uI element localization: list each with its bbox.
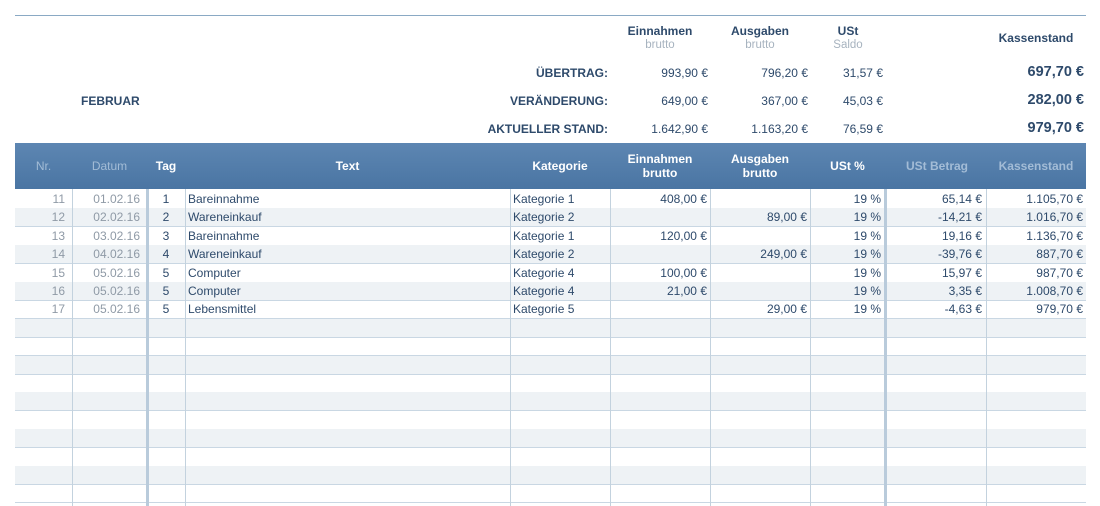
- cell-datum[interactable]: 04.02.16: [93, 247, 140, 262]
- cell-kategorie[interactable]: Kategorie 4: [513, 265, 575, 280]
- cell-ust-pct[interactable]: 19 %: [853, 192, 881, 206]
- cell-ust-pct[interactable]: 19 %: [853, 247, 881, 262]
- cell-text[interactable]: Computer: [188, 284, 241, 298]
- cell-nr[interactable]: 15: [51, 265, 65, 280]
- summary-income-value: 1.642,90 €: [651, 122, 708, 136]
- grid-line: [510, 189, 511, 506]
- empty-table-row[interactable]: [15, 319, 1086, 338]
- cell-ust-pct[interactable]: 19 %: [853, 265, 881, 280]
- cell-kategorie[interactable]: Kategorie 2: [513, 247, 575, 262]
- summary-vat-value: 31,57 €: [842, 66, 883, 80]
- empty-table-row[interactable]: [15, 337, 1086, 356]
- cell-nr[interactable]: 14: [51, 247, 65, 262]
- cell-ust-betrag[interactable]: -14,21 €: [937, 210, 982, 225]
- grid-line: [986, 189, 987, 506]
- cell-tag[interactable]: 1: [162, 192, 170, 206]
- cell-nr[interactable]: 17: [51, 302, 65, 317]
- grid-line: [710, 189, 711, 506]
- cell-datum[interactable]: 01.02.16: [93, 192, 140, 206]
- table-header: [15, 143, 1086, 189]
- summary-balance-value: 697,70 €: [1027, 64, 1084, 80]
- summary-expense-value: 1.163,20 €: [751, 122, 808, 136]
- summary-row-label: VERÄNDERUNG:: [509, 94, 608, 108]
- table-row[interactable]: [15, 282, 1086, 301]
- top-rule: [15, 15, 1086, 16]
- summary-row-label: ÜBERTRAG:: [536, 66, 608, 80]
- cell-tag[interactable]: 3: [162, 228, 170, 243]
- column-header-tag[interactable]: Tag: [155, 159, 177, 173]
- summary-head-vat-sub: Saldo: [833, 39, 863, 51]
- empty-table-row[interactable]: [15, 466, 1086, 485]
- summary-balance-value: 979,70 €: [1027, 120, 1084, 136]
- summary-head-income-title: Einnahmen: [627, 24, 693, 38]
- cell-datum[interactable]: 05.02.16: [93, 265, 140, 280]
- cell-kassenstand[interactable]: 979,70 €: [1036, 302, 1083, 317]
- column-header-income-line1: Einnahmen: [627, 152, 693, 166]
- summary-head-balance-title: Kassenstand: [998, 31, 1074, 45]
- cell-text[interactable]: Bareinnahme: [188, 192, 260, 206]
- column-header-expense-line2: brutto: [742, 166, 778, 180]
- cell-ust-betrag[interactable]: 65,14 €: [941, 192, 982, 206]
- cell-expense[interactable]: [710, 190, 807, 208]
- grid-line: [72, 189, 73, 506]
- cell-kassenstand[interactable]: 1.136,70 €: [1026, 228, 1083, 243]
- column-header-kategorie[interactable]: Kategorie: [532, 159, 588, 173]
- cell-income[interactable]: 100,00 €: [660, 265, 707, 280]
- cell-ust-pct[interactable]: 19 %: [853, 284, 881, 298]
- cell-text[interactable]: Wareneinkauf: [188, 210, 262, 225]
- cell-kassenstand[interactable]: 1.016,70 €: [1026, 210, 1083, 225]
- summary-head-balance: [986, 31, 1086, 45]
- cell-nr[interactable]: 13: [51, 228, 65, 243]
- summary-expense-value: 367,00 €: [761, 94, 808, 108]
- table-row[interactable]: [15, 208, 1086, 227]
- cell-expense[interactable]: [710, 227, 807, 245]
- cell-text[interactable]: Lebensmittel: [188, 302, 257, 317]
- table-row[interactable]: [15, 245, 1086, 264]
- cell-tag[interactable]: 5: [162, 265, 170, 280]
- column-header-text[interactable]: Text: [335, 159, 360, 173]
- summary-income-value: 649,00 €: [661, 94, 708, 108]
- summary-head-expense-sub: brutto: [745, 39, 775, 51]
- cell-kassenstand[interactable]: 887,70 €: [1036, 247, 1083, 262]
- empty-table-row[interactable]: [15, 484, 1086, 503]
- empty-table-row[interactable]: [15, 448, 1086, 467]
- cell-income[interactable]: 21,00 €: [666, 284, 707, 298]
- cell-nr[interactable]: 12: [51, 210, 65, 225]
- table-row[interactable]: [15, 264, 1086, 283]
- cell-datum[interactable]: 02.02.16: [93, 210, 140, 225]
- column-header-kassenstand[interactable]: Kassenstand: [998, 159, 1074, 173]
- cell-ust-pct[interactable]: 19 %: [853, 228, 881, 243]
- cell-ust-pct[interactable]: 19 %: [853, 210, 881, 225]
- summary-balance-value: 282,00 €: [1027, 92, 1084, 108]
- month-label: FEBRUAR: [81, 94, 140, 108]
- summary-expense-value: 796,20 €: [761, 66, 808, 80]
- cell-income[interactable]: [610, 300, 707, 318]
- empty-table-row[interactable]: [15, 411, 1086, 430]
- table-row[interactable]: [15, 300, 1086, 319]
- cell-text[interactable]: Wareneinkauf: [188, 247, 262, 262]
- cell-expense[interactable]: [710, 264, 807, 282]
- cell-tag[interactable]: 2: [162, 210, 170, 225]
- cell-income[interactable]: [610, 245, 707, 263]
- cell-datum[interactable]: 05.02.16: [93, 302, 140, 317]
- column-header-expense-line1: Ausgaben: [730, 152, 789, 166]
- cell-kassenstand[interactable]: 1.105,70 €: [1026, 192, 1083, 206]
- cell-kassenstand[interactable]: 987,70 €: [1036, 265, 1083, 280]
- column-header-datum[interactable]: Datum: [91, 159, 128, 173]
- cell-kategorie[interactable]: Kategorie 1: [513, 192, 575, 206]
- cell-ust-pct[interactable]: 19 %: [853, 302, 881, 317]
- grid-line: [185, 189, 186, 506]
- column-header-ust-pct[interactable]: USt %: [830, 159, 865, 173]
- cell-kategorie[interactable]: Kategorie 4: [513, 284, 575, 298]
- column-header-nr[interactable]: Nr.: [35, 159, 52, 173]
- cell-income[interactable]: 408,00 €: [660, 192, 707, 206]
- summary-head-expense-title: Ausgaben: [730, 24, 789, 38]
- cell-kategorie[interactable]: Kategorie 5: [513, 302, 575, 317]
- cell-expense[interactable]: [710, 282, 807, 300]
- summary-head-vat-title: USt: [837, 24, 859, 38]
- cell-nr[interactable]: 16: [51, 284, 65, 298]
- cell-tag[interactable]: 4: [162, 247, 170, 262]
- cell-ust-betrag[interactable]: 3,35 €: [948, 284, 982, 298]
- summary-head-income-sub: brutto: [645, 39, 675, 51]
- empty-table-row[interactable]: [15, 429, 1086, 448]
- summary-vat-value: 45,03 €: [842, 94, 883, 108]
- summary-head-income: [612, 24, 708, 51]
- empty-table-row[interactable]: [15, 356, 1086, 375]
- cell-datum[interactable]: 03.02.16: [93, 228, 140, 243]
- empty-table-row[interactable]: [15, 392, 1086, 411]
- cell-tag[interactable]: 5: [162, 302, 170, 317]
- cell-expense[interactable]: 249,00 €: [760, 247, 807, 262]
- summary-row-label: AKTUELLER STAND:: [487, 122, 608, 136]
- grid-line: [884, 189, 887, 506]
- cell-kassenstand[interactable]: 1.008,70 €: [1026, 284, 1083, 298]
- cell-expense[interactable]: 89,00 €: [766, 210, 807, 225]
- cell-kategorie[interactable]: Kategorie 1: [513, 228, 575, 243]
- cell-datum[interactable]: 05.02.16: [93, 284, 140, 298]
- summary-vat-value: 76,59 €: [842, 122, 883, 136]
- table-row[interactable]: [15, 227, 1086, 246]
- cell-expense[interactable]: 29,00 €: [766, 302, 807, 317]
- summary-income-value: 993,90 €: [661, 66, 708, 80]
- cell-kategorie[interactable]: Kategorie 2: [513, 210, 575, 225]
- table-row[interactable]: [15, 190, 1086, 209]
- summary-head-vat: [812, 24, 884, 51]
- cell-tag[interactable]: 5: [162, 284, 170, 298]
- cell-ust-betrag[interactable]: 19,16 €: [941, 228, 982, 243]
- empty-table-row[interactable]: [15, 374, 1086, 393]
- cell-income[interactable]: [610, 208, 707, 226]
- cell-nr[interactable]: 11: [52, 192, 65, 206]
- column-header-expense[interactable]: [710, 143, 810, 189]
- column-header-ust-betrag[interactable]: USt Betrag: [905, 159, 968, 173]
- cell-ust-betrag[interactable]: -39,76 €: [937, 247, 982, 262]
- cell-text[interactable]: Computer: [188, 265, 241, 280]
- cell-ust-betrag[interactable]: -4,63 €: [944, 302, 982, 317]
- grid-line: [610, 189, 611, 506]
- grid-line: [810, 189, 811, 506]
- cell-text[interactable]: Bareinnahme: [188, 228, 260, 243]
- cell-income[interactable]: 120,00 €: [660, 228, 707, 243]
- cell-ust-betrag[interactable]: 15,97 €: [941, 265, 982, 280]
- column-header-income-line2: brutto: [642, 166, 678, 180]
- summary-head-expense: [712, 24, 808, 51]
- grid-line: [146, 189, 149, 506]
- column-header-income[interactable]: [610, 143, 710, 189]
